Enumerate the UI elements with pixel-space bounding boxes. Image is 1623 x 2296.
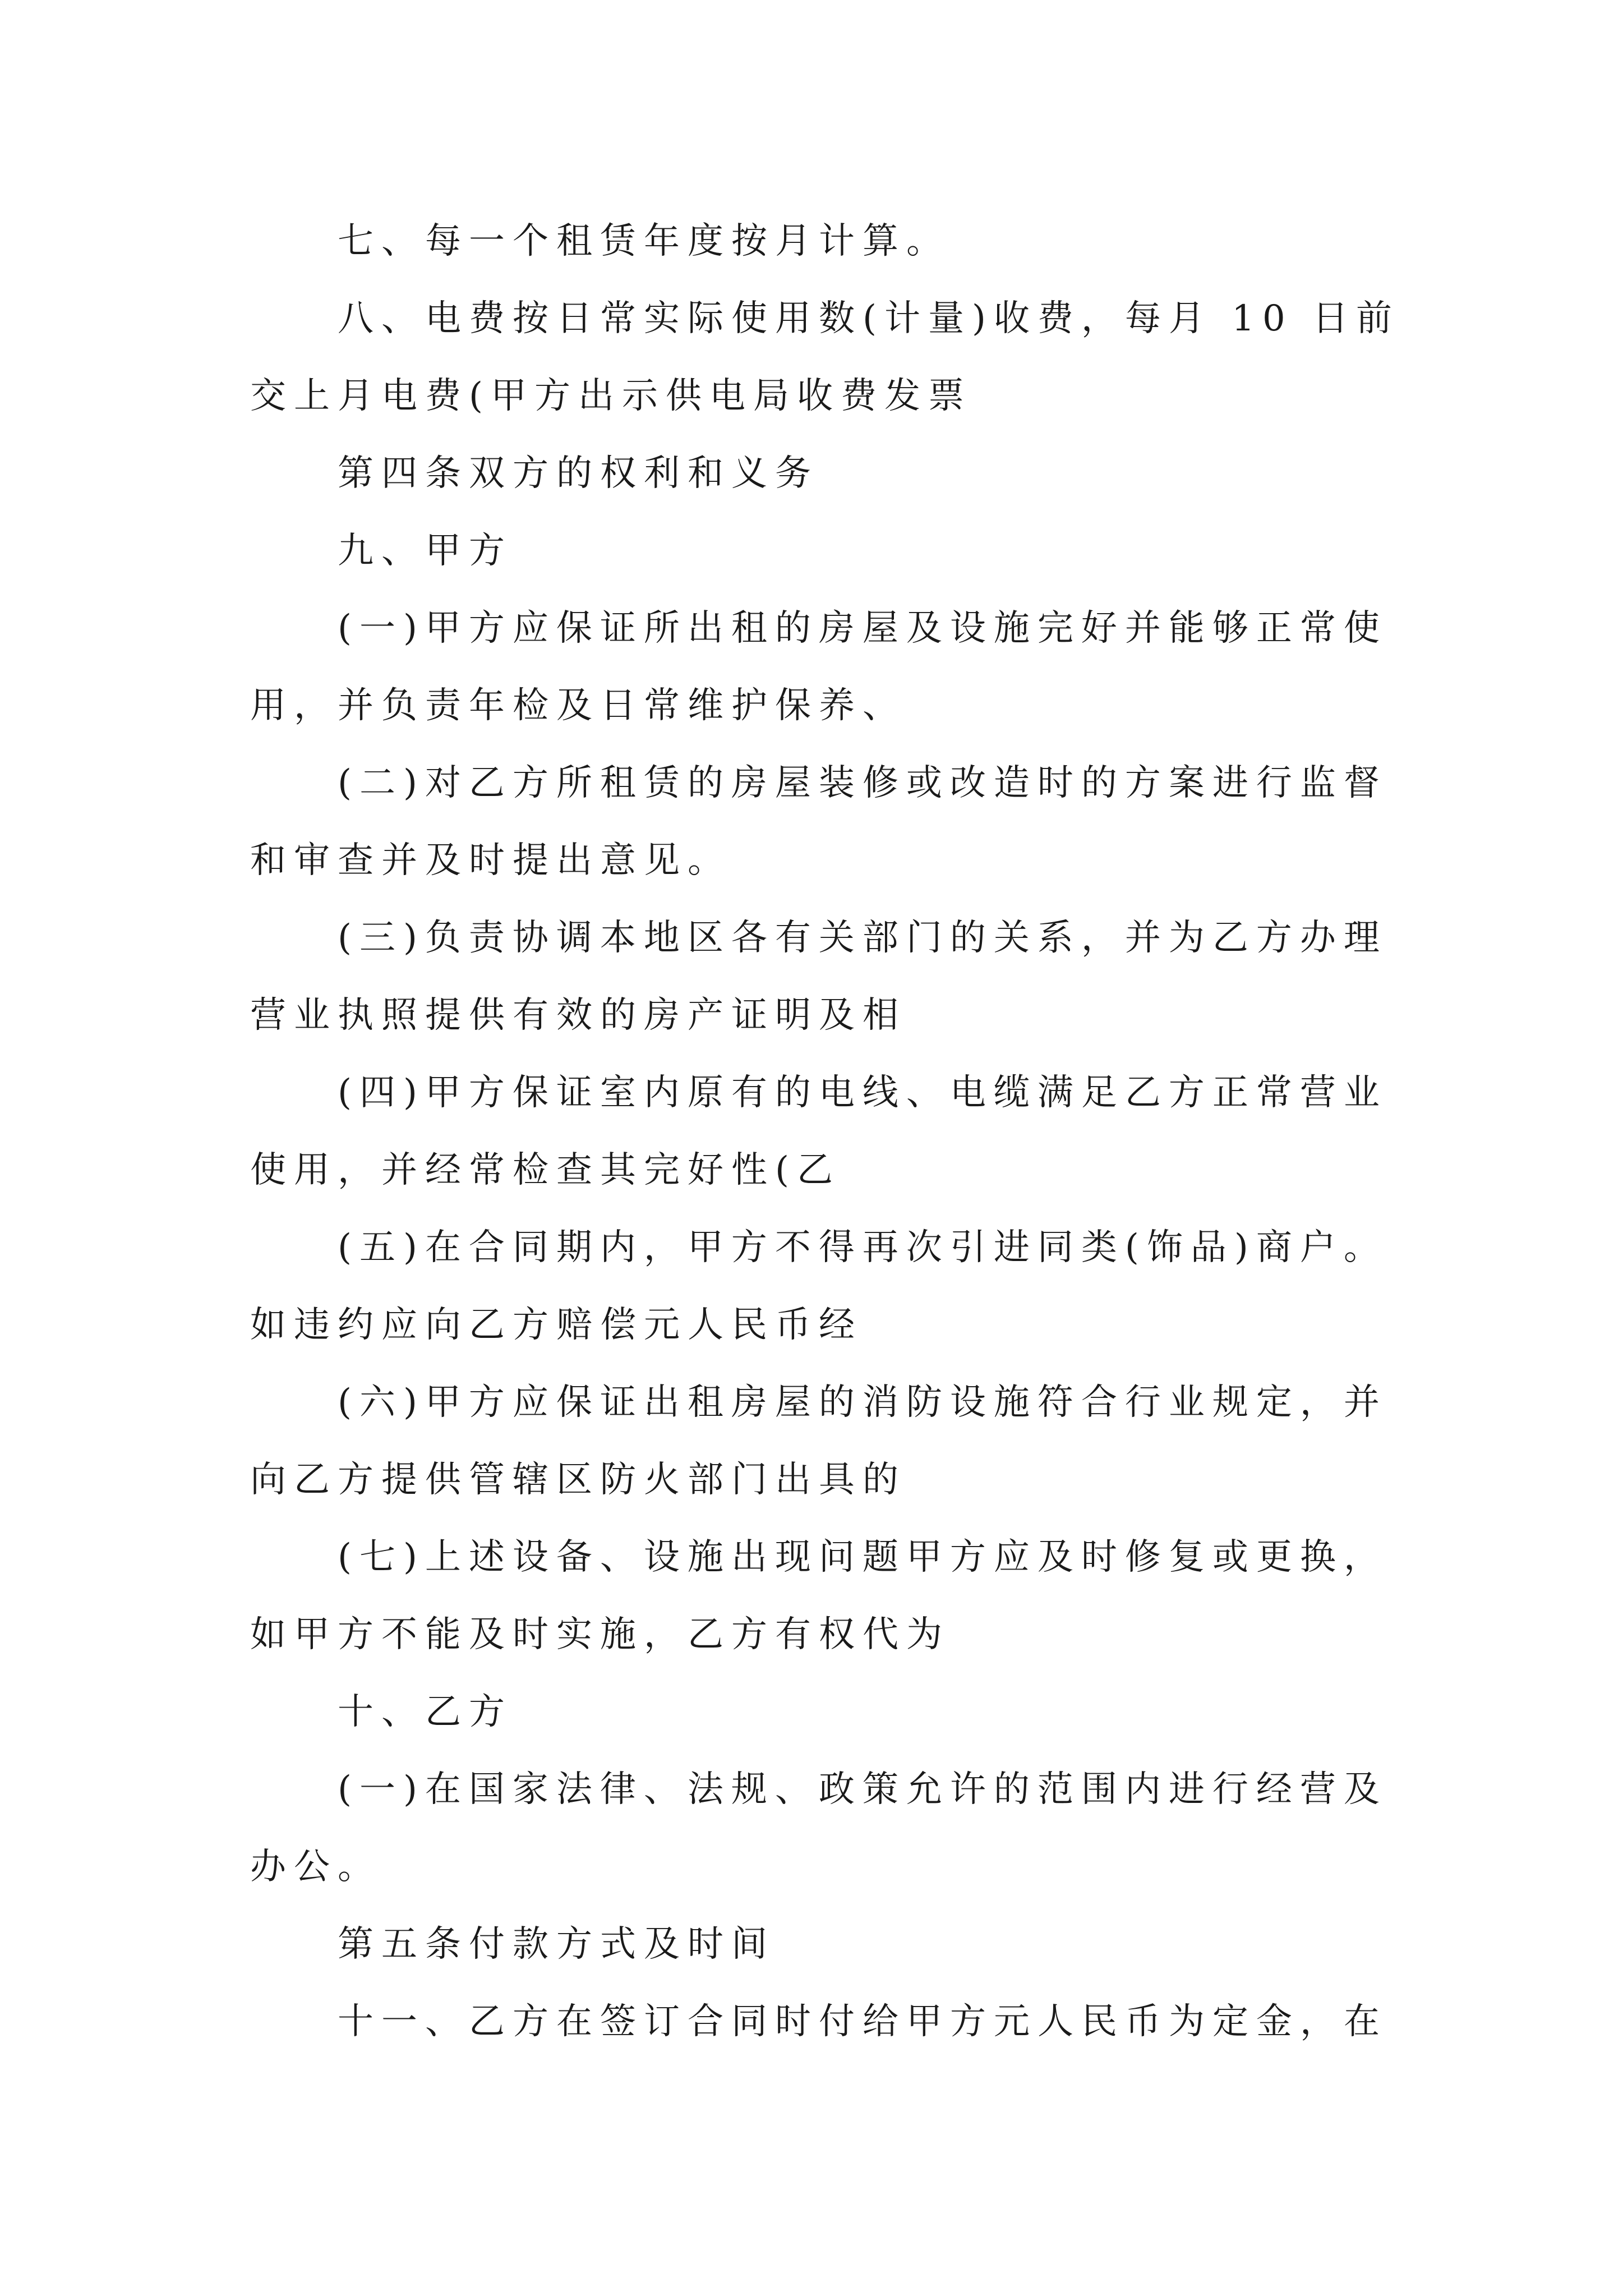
clause-9-item-6-continued: 向乙方提供管辖区防火部门出具的 [250, 1459, 906, 1501]
clause-9-item-6: (六)甲方应保证出租房屋的消防设施符合行业规定，并 [338, 1382, 1387, 1423]
clause-9-heading: 九、甲方 [338, 530, 513, 572]
clause-10-heading: 十、乙方 [338, 1691, 513, 1733]
clause-9-item-7: (七)上述设备、设施出现问题甲方应及时修复或更换， [338, 1536, 1387, 1578]
article-4-heading: 第四条双方的权利和义务 [338, 453, 819, 494]
clause-9-item-5-continued: 如违约应向乙方赔偿元人民币经 [250, 1304, 863, 1346]
clause-8: 八、电费按日常实际使用数(计量)收费，每月 10 日前 [338, 298, 1400, 339]
clause-9-item-4: (四)甲方保证室内原有的电线、电缆满足乙方正常营业 [338, 1072, 1387, 1114]
clause-7: 七、每一个租赁年度按月计算。 [338, 220, 950, 262]
clause-9-item-2-continued: 和审查并及时提出意见。 [250, 840, 731, 881]
clause-9-item-3-continued: 营业执照提供有效的房产证明及相 [250, 995, 906, 1036]
clause-9-item-5: (五)在合同期内，甲方不得再次引进同类(饰品)商户。 [338, 1227, 1387, 1268]
clause-9-item-4-continued: 使用，并经常检查其完好性(乙 [250, 1149, 841, 1191]
clause-9-item-2: (二)对乙方所租赁的房屋装修或改造时的方案进行监督 [338, 762, 1387, 804]
clause-9-item-1: (一)甲方应保证所出租的房屋及设施完好并能够正常使 [338, 608, 1387, 649]
clause-8-continued: 交上月电费(甲方出示供电局收费发票 [250, 375, 972, 417]
clause-11: 十一、乙方在签订合同时付给甲方元人民币为定金，在 [338, 2001, 1387, 2042]
clause-9-item-1-continued: 用，并负责年检及日常维护保养、 [250, 685, 906, 726]
article-5-heading: 第五条付款方式及时间 [338, 1924, 775, 1965]
clause-10-item-1: (一)在国家法律、法规、政策允许的范围内进行经营及 [338, 1769, 1387, 1810]
clause-10-item-1-continued: 办公。 [250, 1846, 381, 1888]
clause-9-item-3: (三)负责协调本地区各有关部门的关系，并为乙方办理 [338, 917, 1387, 959]
clause-9-item-7-continued: 如甲方不能及时实施，乙方有权代为 [250, 1614, 950, 1655]
